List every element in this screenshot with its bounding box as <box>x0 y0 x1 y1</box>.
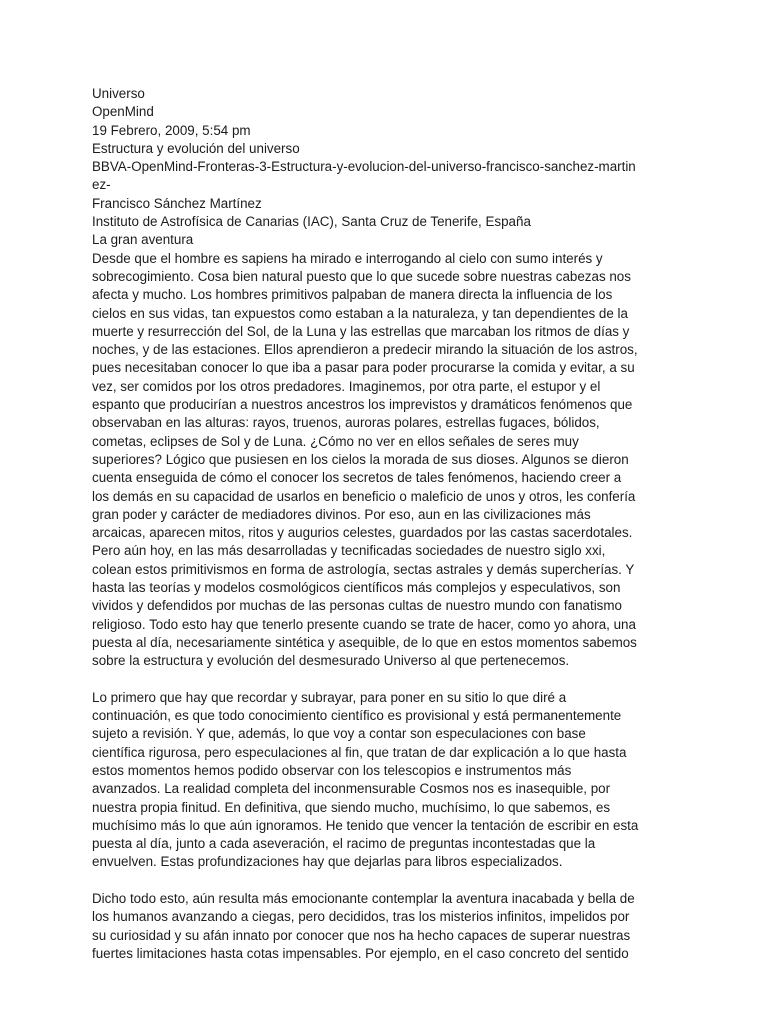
document-slug-continued: ez- <box>92 177 111 193</box>
document-page <box>92 85 692 963</box>
paragraph-line: nuestra propia finitud. En definitiva, que siendo mucho, muchísimo, lo que sabemos, es <box>92 799 611 815</box>
paragraph-line: vez, ser comidos por los otros predadores. Imaginemos, por otra parte, el estupor y el <box>92 378 601 394</box>
paragraph-line: Pero aún hoy, en las más desarrolladas y tecnificadas sociedades de nuestro siglo xxi, <box>92 543 606 559</box>
section-heading: La gran aventura <box>92 232 194 248</box>
paragraph-line: continuación, es que todo conocimiento científico es provisional y está permanentemente <box>92 708 622 724</box>
paragraph-line: gran poder y carácter de mediadores divinos. Por eso, aun en las civilizaciones más <box>92 506 591 522</box>
paragraph-line: los humanos avanzando a ciegas, pero decididos, tras los misterios infinitos, impelidos por <box>92 909 630 925</box>
article-title: Estructura y evolución del universo <box>92 140 300 156</box>
paragraph-line: colean estos primitivismos en forma de astrología, sectas astrales y demás supercherías. Y <box>92 561 635 577</box>
paragraph-line: cuenta enseguida de cómo el conocer los secretos de tales fenómenos, haciendo creer a <box>92 470 622 486</box>
paragraph-line: avanzados. La realidad completa del inconmensurable Cosmos nos es inasequible, por <box>92 781 611 797</box>
paragraph-line: estos momentos hemos podido observar con los telescopios e instrumentos más <box>92 762 572 778</box>
paragraph-3 <box>92 890 692 963</box>
paragraph-spacer <box>92 671 692 689</box>
publish-date: 19 Febrero, 2009, 5:54 pm <box>92 122 251 138</box>
header-block <box>92 85 692 250</box>
paragraph-line: puesta al día, necesariamente sintética y asequible, de lo que en estos momentos sabemos <box>92 634 637 650</box>
paragraph-line: observaban en las alturas: rayos, truenos, auroras polares, estrellas fugaces, bólidos, <box>92 415 600 431</box>
source-name: OpenMind <box>92 104 154 120</box>
paragraph-line: los demás en su capacidad de usarlos en beneficio o maleficio de unos y otros, les confería <box>92 488 636 504</box>
paragraph-line: hasta las teorías y modelos cosmológicos científicos más complejos y especulativos, son <box>92 580 621 596</box>
paragraph-line: Lo primero que hay que recordar y subrayar, para poner en su sitio lo que diré a <box>92 689 567 705</box>
paragraph-line: sujeto a revisión. Y que, además, lo que voy a contar son especulaciones con base <box>92 726 586 742</box>
paragraph-line: arcaicas, aparecen mitos, ritos y augurios celestes, guardados por las castas sacerdotales. <box>92 525 633 541</box>
paragraph-line: sobrecogimiento. Cosa bien natural puesto que lo que sucede sobre nuestras cabezas nos <box>92 268 631 284</box>
paragraph-line: afecta y mucho. Los hombres primitivos palpaban de manera directa la influencia de los <box>92 287 613 303</box>
paragraph-line: sobre la estructura y evolución del desmesurado Universo al que pertenecemos. <box>92 653 570 669</box>
paragraph-line: noches, y de las estaciones. Ellos aprendieron a predecir mirando la situación de los astros, <box>92 342 638 358</box>
section-label: Universo <box>92 86 145 101</box>
paragraph-line: envuelven. Estas profundizaciones hay que dejarlas para libros especializados. <box>92 854 563 870</box>
paragraph-line: vividos y defendidos por muchas de las personas cultas de nuestro mundo con fanatismo <box>92 598 622 614</box>
paragraph-line: superiores? Lógico que pusiesen en los cielos la morada de sus dioses. Algunos se dieron <box>92 451 629 467</box>
author-affiliation: Instituto de Astrofísica de Canarias (IAC), Santa Cruz de Tenerife, España <box>92 214 531 230</box>
paragraph-line: Dicho todo esto, aún resulta más emocionante contemplar la aventura inacabada y bella de <box>92 891 635 907</box>
paragraph-line: espanto que producirían a nuestros ancestros los imprevistos y dramáticos fenómenos que <box>92 397 633 413</box>
paragraph-line: pues necesitaban conocer lo que iba a pasar para poder procurarse la comida y evitar, a su <box>92 360 635 376</box>
paragraph-line: Desde que el hombre es sapiens ha mirado e interrogando al cielo con sumo interés y <box>92 250 603 266</box>
document-slug: BBVA-OpenMind-Fronteras-3-Estructura-y-evolucion-del-universo-francisco-sanchez-martin <box>92 159 636 175</box>
paragraph-spacer <box>92 872 692 890</box>
paragraph-1 <box>92 250 692 671</box>
paragraph-line: cometas, eclipses de Sol y de Luna. ¿Cómo no ver en ellos señales de seres muy <box>92 433 579 449</box>
paragraph-line: su curiosidad y su afán innato por conocer que nos ha hecho capaces de superar nuestras <box>92 927 631 943</box>
paragraph-line: religioso. Todo esto hay que tenerlo presente cuando se trate de hacer, como yo ahora, una <box>92 616 636 632</box>
paragraph-line: muchísimo más lo que aún ignoramos. He tenido que vencer la tentación de escribir en esta <box>92 817 639 833</box>
paragraph-line: puesta al día, junto a cada aseveración, el racimo de preguntas incontestadas que la <box>92 836 596 852</box>
paragraph-line: cielos en sus vidas, tan expuestos como estaban a la naturaleza, y tan dependientes de la <box>92 305 628 321</box>
paragraph-line: muerte y resurrección del Sol, de la Luna y las estrellas que marcaban los ritmos de días y <box>92 323 630 339</box>
paragraph-line: fuertes limitaciones hasta cotas impensables. Por ejemplo, en el caso concreto del sentido <box>92 945 629 961</box>
paragraph-line: científica rigurosa, pero especulaciones al fin, que tratan de dar explicación a lo que hasta <box>92 744 627 760</box>
paragraph-2 <box>92 689 692 872</box>
author-name: Francisco Sánchez Martínez <box>92 195 262 211</box>
